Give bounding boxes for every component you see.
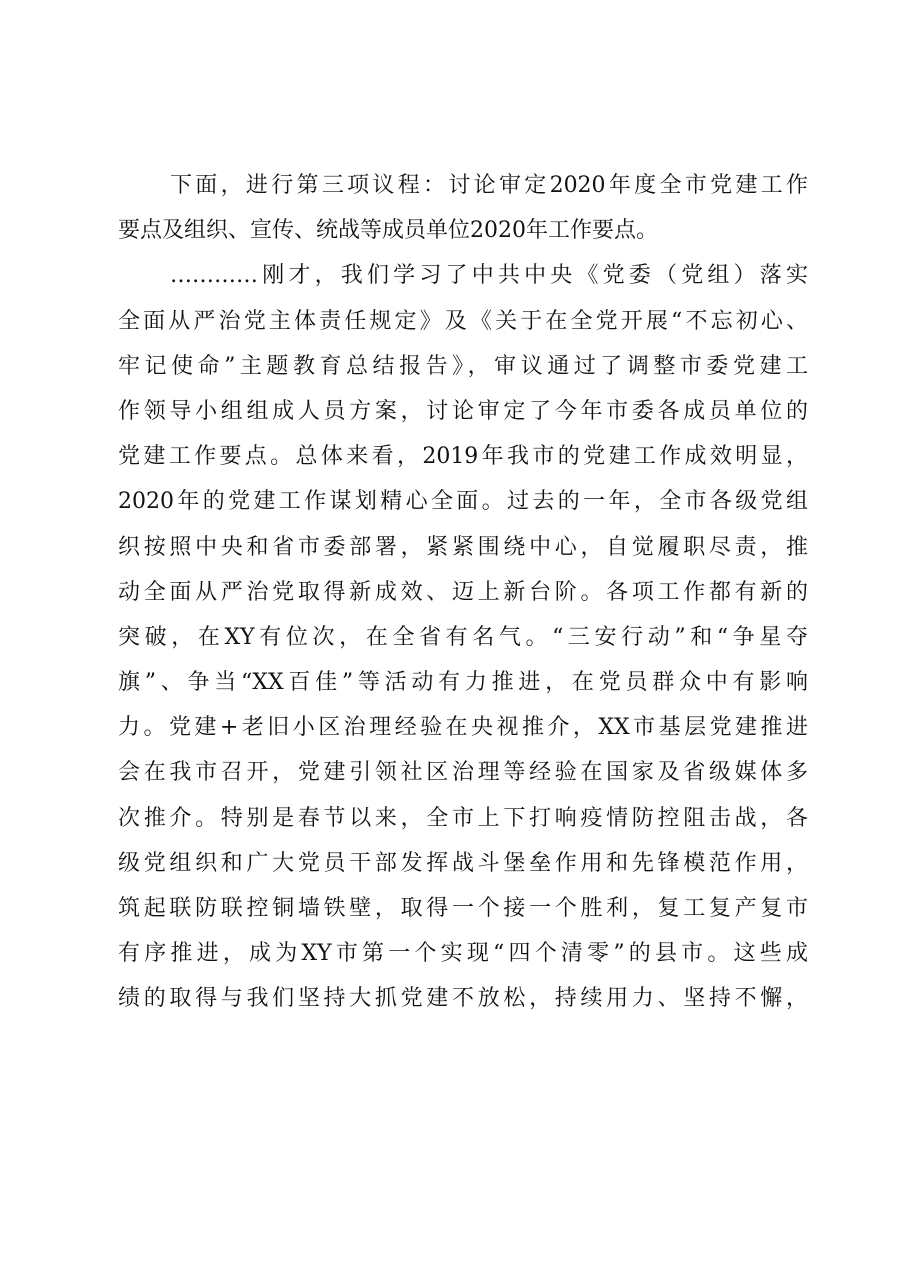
paragraph-2-line-9: 突破，在XY有位次，在全省有名气。“三安行动”和“争星夺 bbox=[118, 624, 808, 650]
paragraph-2-line-3: 牢记使命”主题教育总结报告》，审议通过了调整市委党建工 bbox=[118, 353, 808, 379]
paragraph-2-line-1: …………刚才，我们学习了中共中央《党委（党组）落实 bbox=[170, 263, 808, 289]
paragraph-2-line-10: 旗”、争当“XX百佳”等活动有力推进，在党员群众中有影响 bbox=[118, 670, 808, 696]
paragraph-2-line-16: 有序推进，成为XY市第一个实现“四个清零”的县市。这些成 bbox=[118, 941, 808, 967]
paragraph-2-line-6: 2020年的党建工作谋划精心全面。过去的一年，全市各级党组 bbox=[118, 489, 808, 515]
paragraph-2-line-7: 织按照中央和省市委部署，紧紧围绕中心，自觉履职尽责，推 bbox=[118, 534, 808, 560]
paragraph-2-line-2: 全面从严治党主体责任规定》及《关于在全党开展“不忘初心、 bbox=[118, 308, 808, 334]
document-body bbox=[118, 163, 808, 1022]
paragraph-2-line-11: 力。党建+老旧小区治理经验在央视推介，XX市基层党建推进 bbox=[118, 715, 808, 741]
paragraph-2-line-8: 动全面从严治党取得新成效、迈上新台阶。各项工作都有新的 bbox=[118, 579, 808, 605]
paragraph-1-line-2: 要点及组织、宣传、统战等成员单位2020年工作要点。 bbox=[118, 218, 658, 244]
paragraph-1-line-1: 下面，进行第三项议程：讨论审定2020年度全市党建工作 bbox=[170, 173, 808, 198]
paragraph-2-line-17: 绩的取得与我们坚持大抓党建不放松，持续用力、坚持不懈， bbox=[118, 986, 808, 1012]
paragraph-2-line-12: 会在我市召开，党建引领社区治理等经验在国家及省级媒体多 bbox=[118, 760, 808, 786]
paragraph-2-line-15: 筑起联防联控铜墙铁壁，取得一个接一个胜利，复工复产复市 bbox=[118, 896, 808, 921]
paragraph-2-line-13: 次推介。特别是春节以来，全市上下打响疫情防控阻击战，各 bbox=[118, 805, 808, 831]
paragraph-2-line-14: 级党组织和广大党员干部发挥战斗堡垒作用和先锋模范作用， bbox=[118, 850, 808, 876]
paragraph-2-line-4: 作领导小组组成人员方案，讨论审定了今年市委各成员单位的 bbox=[118, 398, 808, 424]
paragraph-2-line-5: 党建工作要点。总体来看，2019年我市的党建工作成效明显， bbox=[118, 444, 808, 470]
